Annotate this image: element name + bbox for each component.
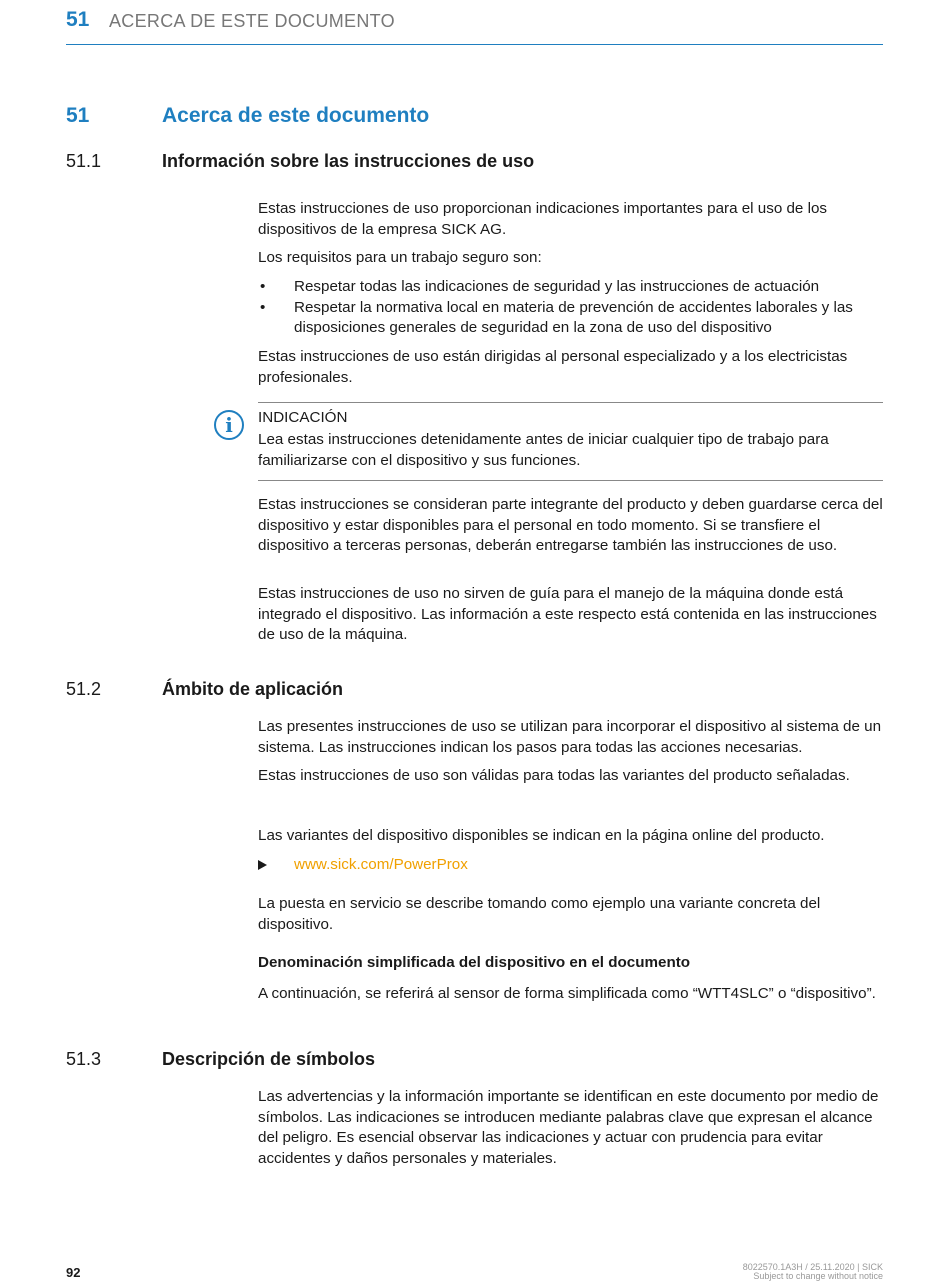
note-label: INDICACIÓN [258,409,348,426]
note-bottom-rule [258,480,883,481]
chapter-title: Acerca de este documento [162,104,430,127]
section-title-51-3: Descripción de símbolos [162,1049,376,1069]
chapter-number: 51 [66,104,90,127]
section-number-51-3: 51.3 [66,1049,102,1069]
paragraph: Las advertencias y la información importante se identifican en este documento por medio de símbolos. Las indicaciones se introducen mediante palabras clave que expresan el alcance del peligro. Es esencial observar las indicaciones y actuar con prudencia para evitar accidentes y daños personales y materiales. [258,1088,879,1167]
footer-doc-info [743,1263,883,1281]
triangle-right-icon [258,860,267,870]
paragraph: Estas instrucciones se consideran parte integrante del producto y deben guardarse cerca del dispositivo y estar disponibles para el personal en todo momento. Si se transfiere el dispositivo a terceras personas, deberán entregarse también las instrucciones de uso. [258,496,883,554]
bullet-icon: • [260,298,266,316]
footer-notice: Subject to change without notice [753,1271,883,1281]
product-link[interactable]: www.sick.com/PowerProx [294,856,468,873]
footer-doc-ref: 8022570.1A3H / 25.11.2020 | SICK [742,1262,883,1272]
running-header-number: 51 [66,8,90,31]
running-header-title: ACERCA DE ESTE DOCUMENTO [109,11,395,31]
bullet-icon: • [260,278,266,295]
bullet-list [258,277,886,339]
list-item: • Respetar la normativa local en materia de prevención de accidentes laborales y las disposiciones generales de seguridad en la zona de uso del dispositivo [260,298,853,336]
section-number-51-1: 51.1 [66,151,102,171]
section-number-51-2: 51.2 [66,679,102,699]
paragraph: Las variantes del dispositivo disponibles se indican en la página online del producto. [258,827,825,844]
paragraph: Estas instrucciones de uso proporcionan indicaciones importantes para el uso de los dispositivos de la empresa SICK AG. [258,200,828,238]
info-icon: i [214,410,244,440]
subheading: Denominación simplificada del dispositivo en el documento [258,954,691,971]
section-title-51-2: Ámbito de aplicación [162,679,344,699]
header-divider [66,44,883,45]
paragraph: Estas instrucciones de uso están dirigidas al personal especializado y a los electricistas profesionales. [258,348,848,386]
note-text: Lea estas instrucciones detenidamente antes de iniciar cualquier tipo de trabajo para familiarizarse con el dispositivo y sus funciones. [258,431,829,469]
paragraph: Estas instrucciones de uso no sirven de guía para el manejo de la máquina donde está integrado el dispositivo. Las información a este respecto está contenida en las instrucciones de uso de la máquina. [258,585,877,643]
page-number: 92 [66,1265,81,1280]
paragraph: Los requisitos para un trabajo seguro son: [258,249,542,266]
paragraph: A continuación, se referirá al sensor de forma simplificada como “WTT4SLC” o “dispositivo”. [258,985,876,1002]
section-title-51-1: Información sobre las instrucciones de uso [162,151,535,171]
paragraph: Estas instrucciones de uso son válidas para todas las variantes del producto señaladas. [258,767,850,784]
paragraph: La puesta en servicio se describe tomando como ejemplo una variante concreta del dispositivo. [258,895,821,933]
paragraph: Las presentes instrucciones de uso se utilizan para incorporar el dispositivo al sistema de un sistema. Las instrucciones indican los pasos para todas las acciones necesarias. [258,718,882,756]
list-item: • Respetar todas las indicaciones de seguridad y las instrucciones de actuación [258,277,886,298]
note-top-rule [258,402,883,403]
